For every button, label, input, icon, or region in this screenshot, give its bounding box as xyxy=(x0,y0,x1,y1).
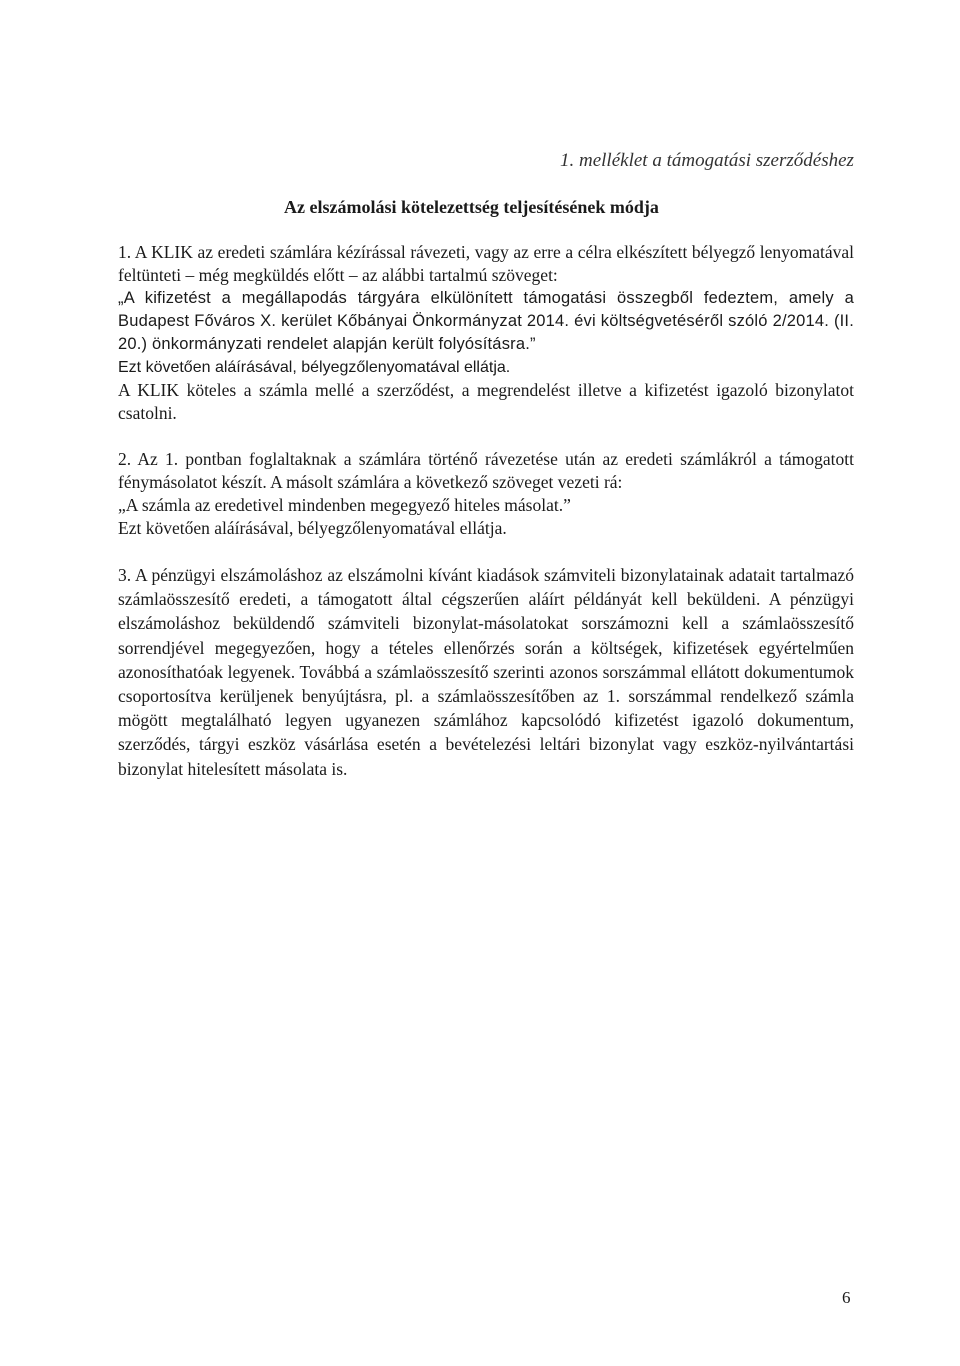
section1-quote: „A kifizetést a megállapodás tárgyára elkülönített támogatási összegből fedeztem, amely a Budapest Főváros X. kerület Kőbányai Önkormányzat 2014. évi költségvetéséről szóló 2/2014. (II. 20.) önkormányzati rendelet alapján került folyósításra.” xyxy=(118,289,854,353)
document-title: Az elszámolási kötelezettség teljesítésének módja xyxy=(284,197,659,217)
section3-text: 3. A pénzügyi elszámoláshoz az elszámolni kívánt kiadások számviteli bizonylatainak adatait tartalmazó számlaösszesítő eredeti, a támogatott által cégszerűen aláírt példányát kell beküldeni. A pénzügyi elszámoláshoz beküldendő számviteli bizonylat-másolatokat sorszámozni kell a számlaösszesítő sorrendjével megegyezően, hogy a tételes ellenőrzés során a költségek, kifizetések egyértelműen azonosíthatóak legyenek. Továbbá a számlaösszesítő szerinti azonos sorszámmal ellátott dokumentumok csoportosítva kerüljenek benyújtásra, pl. a számlaösszesítőben az 1. sorszámmal rendelkező számla mögött megtalálható legyen ugyanezen számlához kapcsolódó kifizetést igazoló dokumentum, szerződés, tárgyi eszköz vásárlása esetén a bevételezési leltári bizonylat vagy eszköz-nyilvántartási bizonylat hitelesített másolata is. xyxy=(118,565,854,779)
section2-intro: 2. Az 1. pontban foglaltaknak a számlára történő rávezetése után az eredeti számlákról a támogatott fénymásolatot készít. A másolt számlára a következő szöveget vezeti rá: xyxy=(118,449,854,492)
paragraph-gap xyxy=(118,540,854,563)
section1-intro: 1. A KLIK az eredeti számlára kézírással rávezeti, vagy az erre a célra elkészített bélyegző lenyomatával feltünteti – még megküldés előtt – az alábbi tartalmú szöveget: xyxy=(118,242,854,285)
section2-quote: „A számla az eredetivel mindenben megegyező hiteles másolat.” xyxy=(118,495,571,515)
page-number: 6 xyxy=(842,1288,851,1307)
paragraph-gap xyxy=(118,425,854,448)
section1-sign-note: Ezt követően aláírásával, bélyegzőlenyomatával ellátja. xyxy=(118,359,511,376)
section1-obligation: A KLIK köteles a számla mellé a szerződést, a megrendelést illetve a kifizetést igazoló bizonylatot csatolni. xyxy=(118,380,854,423)
section2-sign-note: Ezt követően aláírásával, bélyegzőlenyomatával ellátja. xyxy=(118,518,507,538)
document-body xyxy=(118,241,854,781)
annex-label: 1. melléklet a támogatási szerződéshez xyxy=(560,150,854,171)
